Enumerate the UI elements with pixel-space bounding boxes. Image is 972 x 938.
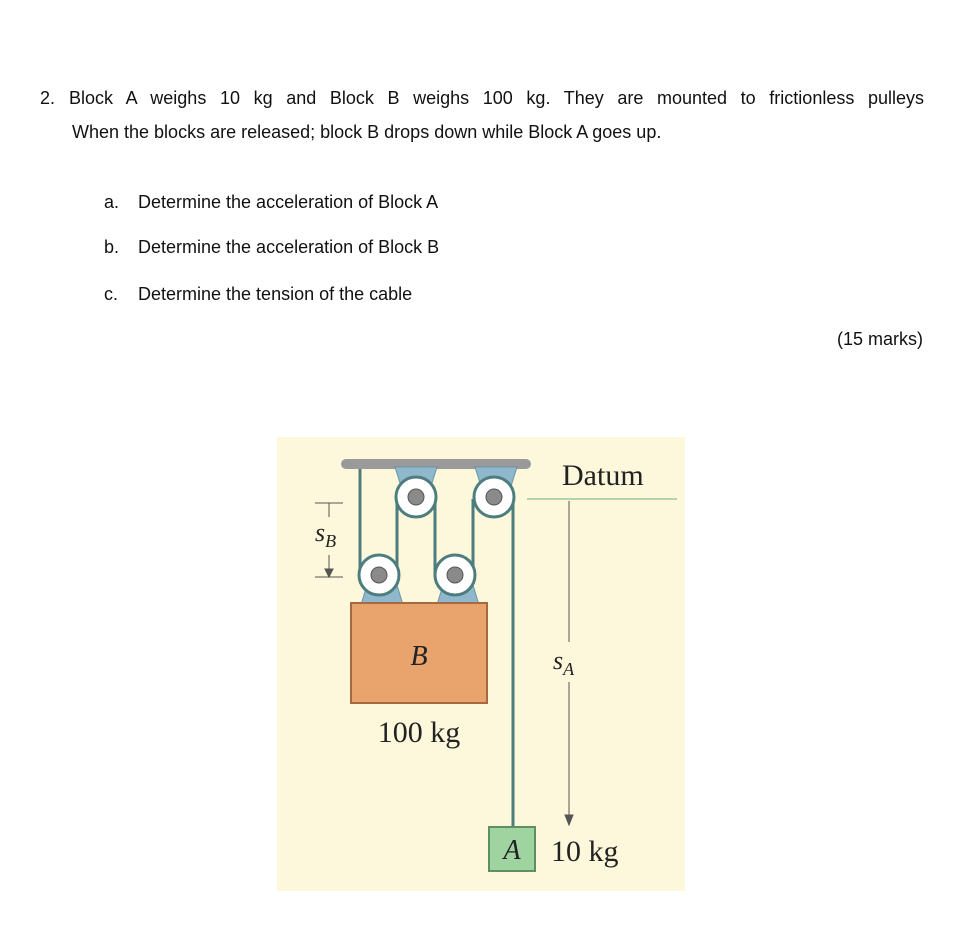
part-a-label: a. [104, 192, 120, 212]
part-b-text: Determine the acceleration of Block B [138, 237, 440, 257]
pulley-diagram [277, 437, 685, 891]
bottom-pulley-left [359, 555, 399, 595]
marks: (15 marks) [836, 329, 923, 349]
datum-label: Datum [562, 459, 644, 492]
question-line-1 [40, 89, 924, 107]
bottom-pulley-right [435, 555, 475, 595]
part-a-text: Determine the acceleration of Block A [138, 192, 439, 212]
part-b [104, 237, 439, 258]
sa-subscript: A [563, 659, 575, 679]
top-pulley-right [474, 477, 514, 517]
part-c-text: Determine the tension of the cable [138, 284, 413, 304]
sb-symbol: s [315, 518, 326, 547]
part-b-label: b. [104, 237, 120, 257]
part-c-label: c. [104, 284, 119, 304]
block-b-mass: 100 kg [377, 716, 461, 749]
block-a-label: A [503, 835, 521, 866]
sb-subscript: B [325, 531, 337, 551]
question-line-2: When the blocks are released; block B drops down while Block A goes up. [72, 122, 662, 142]
block-b-label: B [410, 641, 428, 672]
question-text-1: Block A weighs 10 kg and Block B weighs 100 kg. They are mounted to frictionless pulleys [69, 88, 924, 108]
question-number: 2. [40, 88, 56, 108]
block-a-mass: 10 kg [551, 835, 619, 868]
sa-symbol: s [553, 646, 564, 675]
part-a [104, 192, 438, 213]
top-pulley-left [396, 477, 436, 517]
part-c [104, 284, 412, 305]
pulley-figure [277, 437, 685, 891]
